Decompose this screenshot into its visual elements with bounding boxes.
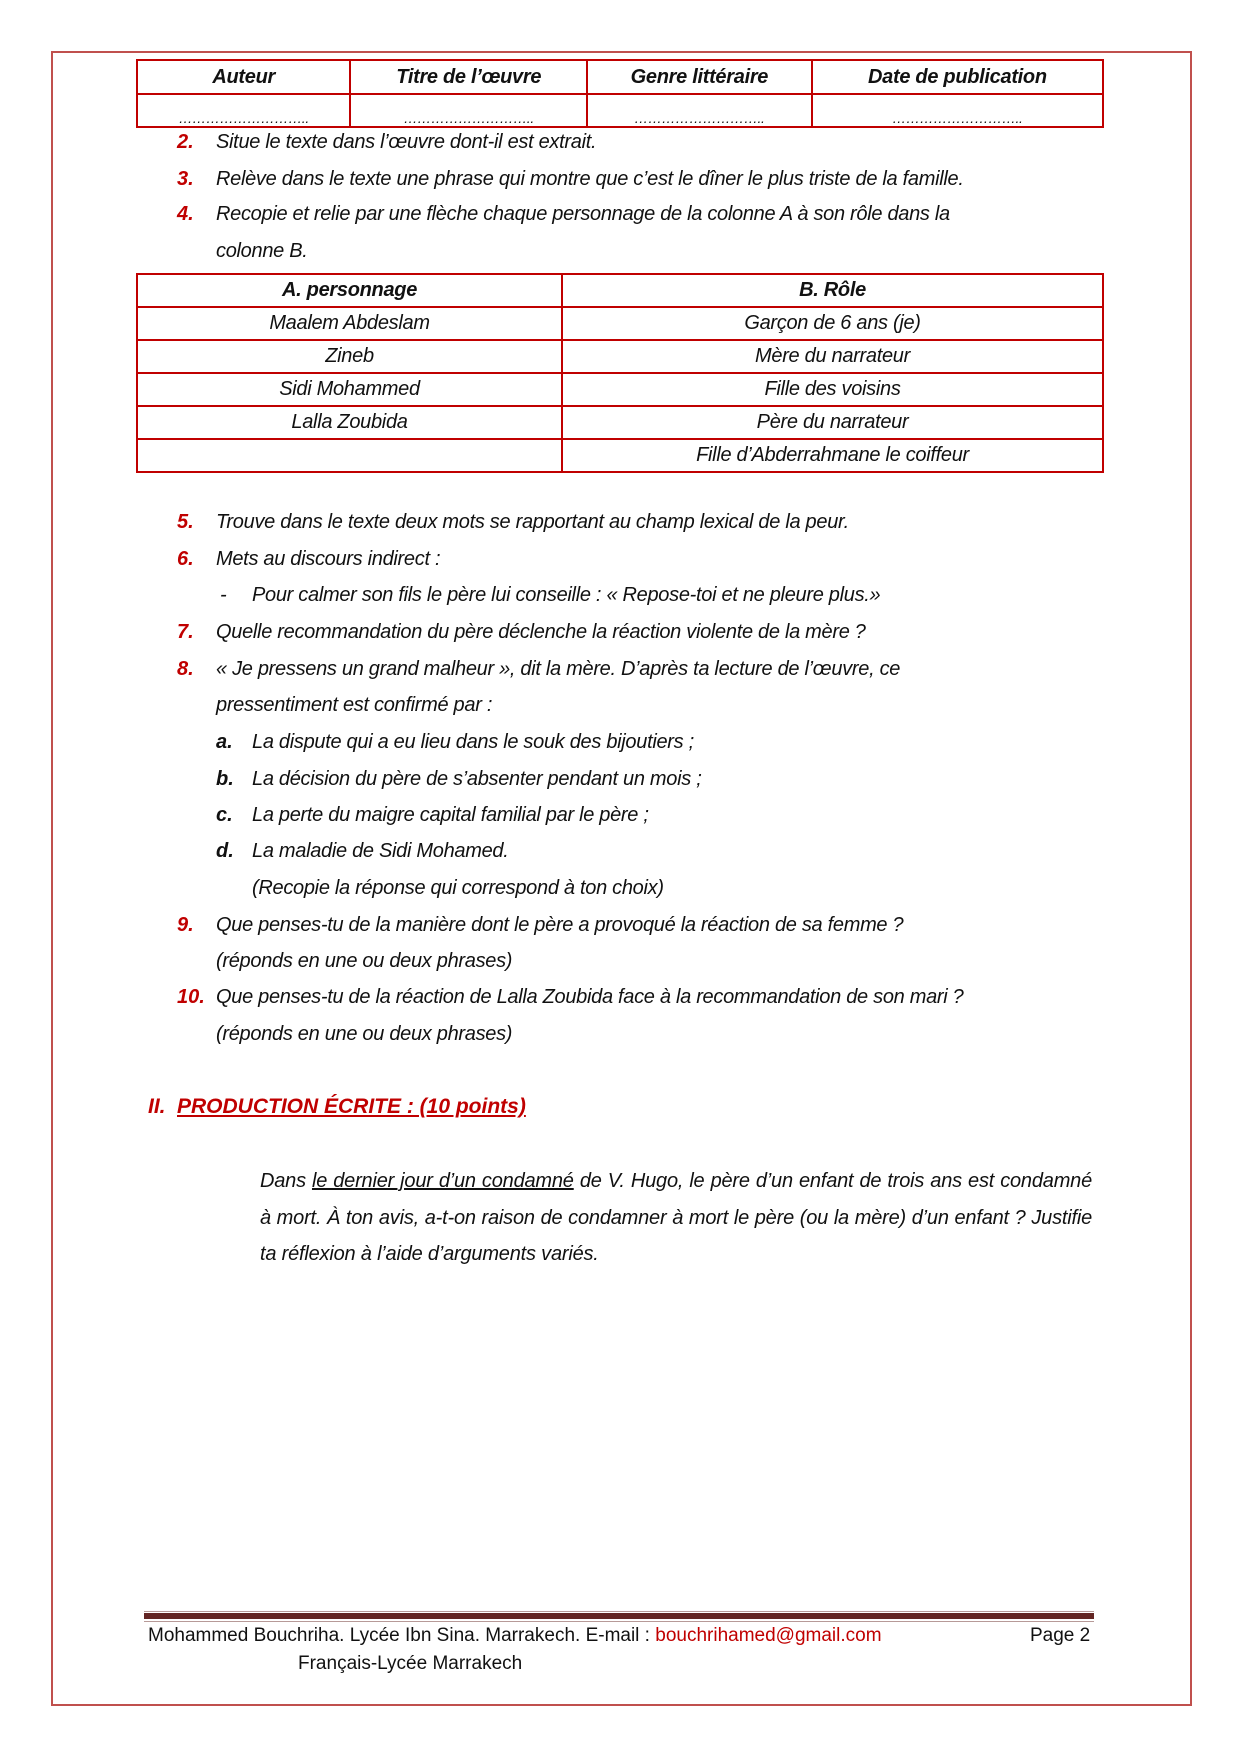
- page-number: Page 2: [1030, 1625, 1091, 1646]
- email-link[interactable]: bouchrihamed@gmail.com: [655, 1625, 882, 1646]
- role-cell: Père du narrateur: [562, 406, 1103, 439]
- option-letter: c.: [216, 804, 233, 826]
- blank-cell: ………………………..: [350, 94, 587, 127]
- role-cell: Garçon de 6 ans (je): [562, 307, 1103, 340]
- question-text: Recopie et relie par une flèche chaque personnage de la colonne A à son rôle dans la: [216, 203, 950, 225]
- footer-rule: [144, 1611, 1094, 1612]
- question-number: 7.: [177, 621, 194, 643]
- footer-author: [148, 1623, 882, 1649]
- header-title: Titre de l’œuvre: [350, 60, 587, 94]
- question-text: Situe le texte dans l’œuvre dont-il est extrait.: [216, 131, 597, 153]
- question-number: 8.: [177, 658, 194, 680]
- section-number: II.: [148, 1095, 166, 1118]
- question-text: Que penses-tu de la manière dont le père a provoqué la réaction de sa femme ?: [216, 914, 904, 936]
- prompt-text: Dans: [260, 1170, 312, 1192]
- option-letter: d.: [216, 840, 234, 862]
- header-personnage: A. personnage: [137, 274, 562, 307]
- character-cell: Sidi Mohammed: [137, 373, 562, 406]
- dash-bullet: -: [220, 584, 227, 606]
- option-text: La décision du père de s’absenter pendant un mois ;: [252, 768, 702, 790]
- character-cell: Maalem Abdeslam: [137, 307, 562, 340]
- character-cell: [137, 439, 562, 472]
- sub-item-text: Pour calmer son fils le père lui conseille : « Repose-toi et ne pleure plus.»: [252, 584, 881, 606]
- blank-cell: ………………………..: [587, 94, 812, 127]
- header-role: B. Rôle: [562, 274, 1103, 307]
- matching-table: [136, 273, 1104, 473]
- question-text: Relève dans le texte une phrase qui montre que c’est le dîner le plus triste de la famille.: [216, 168, 964, 190]
- instruction-note: (Recopie la réponse qui correspond à ton choix): [252, 877, 664, 899]
- question-text-cont: (réponds en une ou deux phrases): [216, 950, 513, 972]
- question-number: 10.: [177, 986, 205, 1008]
- header-genre: Genre littéraire: [587, 60, 812, 94]
- option-text: La dispute qui a eu lieu dans le souk des bijoutiers ;: [252, 731, 694, 753]
- blank-cell: ………………………..: [812, 94, 1103, 127]
- role-cell: Mère du narrateur: [562, 340, 1103, 373]
- footer-rule: [144, 1621, 1094, 1622]
- blank-cell: ………………………..: [137, 94, 350, 127]
- question-text: Que penses-tu de la réaction de Lalla Zoubida face à la recommandation de son mari ?: [216, 986, 964, 1008]
- section-title: PRODUCTION ÉCRITE : (10 points): [177, 1095, 526, 1118]
- question-text: « Je pressens un grand malheur », dit la mère. D’après ta lecture de l’œuvre, ce: [216, 658, 901, 680]
- book-title: le dernier jour d’un condamné: [311, 1170, 574, 1192]
- prompt-text: de V. Hugo, le père d’un enfant de trois ans est condamné à mort. À ton avis, a-t-on raison de condamner à mort le père (ou la mère) d’un enfant ? Justifie ta réflexion à l’aide d’arguments variés.: [260, 1170, 1092, 1265]
- work-info-table: [136, 59, 1104, 128]
- role-cell: Fille des voisins: [562, 373, 1103, 406]
- question-text: Quelle recommandation du père déclenche la réaction violente de la mère ?: [216, 621, 866, 643]
- header-author: Auteur: [137, 60, 350, 94]
- question-text-cont: (réponds en une ou deux phrases): [216, 1023, 513, 1045]
- character-cell: Zineb: [137, 340, 562, 373]
- question-text-cont: colonne B.: [216, 240, 308, 262]
- option-letter: a.: [216, 731, 233, 753]
- writing-prompt: [260, 1163, 1092, 1273]
- question-text-cont: pressentiment est confirmé par :: [216, 694, 493, 716]
- question-number: 5.: [177, 511, 194, 533]
- question-number: 9.: [177, 914, 194, 936]
- option-text: La perte du maigre capital familial par le père ;: [252, 804, 649, 826]
- question-number: 3.: [177, 168, 194, 190]
- question-text: Mets au discours indirect :: [216, 548, 441, 570]
- question-number: 6.: [177, 548, 194, 570]
- header-date: Date de publication: [812, 60, 1103, 94]
- footer-author-text: Mohammed Bouchriha. Lycée Ibn Sina. Marrakech. E-mail :: [148, 1625, 656, 1646]
- footer-rule: [144, 1613, 1094, 1619]
- option-letter: b.: [216, 768, 234, 790]
- question-text: Trouve dans le texte deux mots se rapportant au champ lexical de la peur.: [216, 511, 849, 533]
- question-number: 4.: [177, 203, 194, 225]
- option-text: La maladie de Sidi Mohamed.: [252, 840, 509, 862]
- footer-subtitle: Français-Lycée Marrakech: [298, 1653, 523, 1674]
- question-number: 2.: [177, 131, 194, 153]
- role-cell: Fille d’Abderrahmane le coiffeur: [562, 439, 1103, 472]
- character-cell: Lalla Zoubida: [137, 406, 562, 439]
